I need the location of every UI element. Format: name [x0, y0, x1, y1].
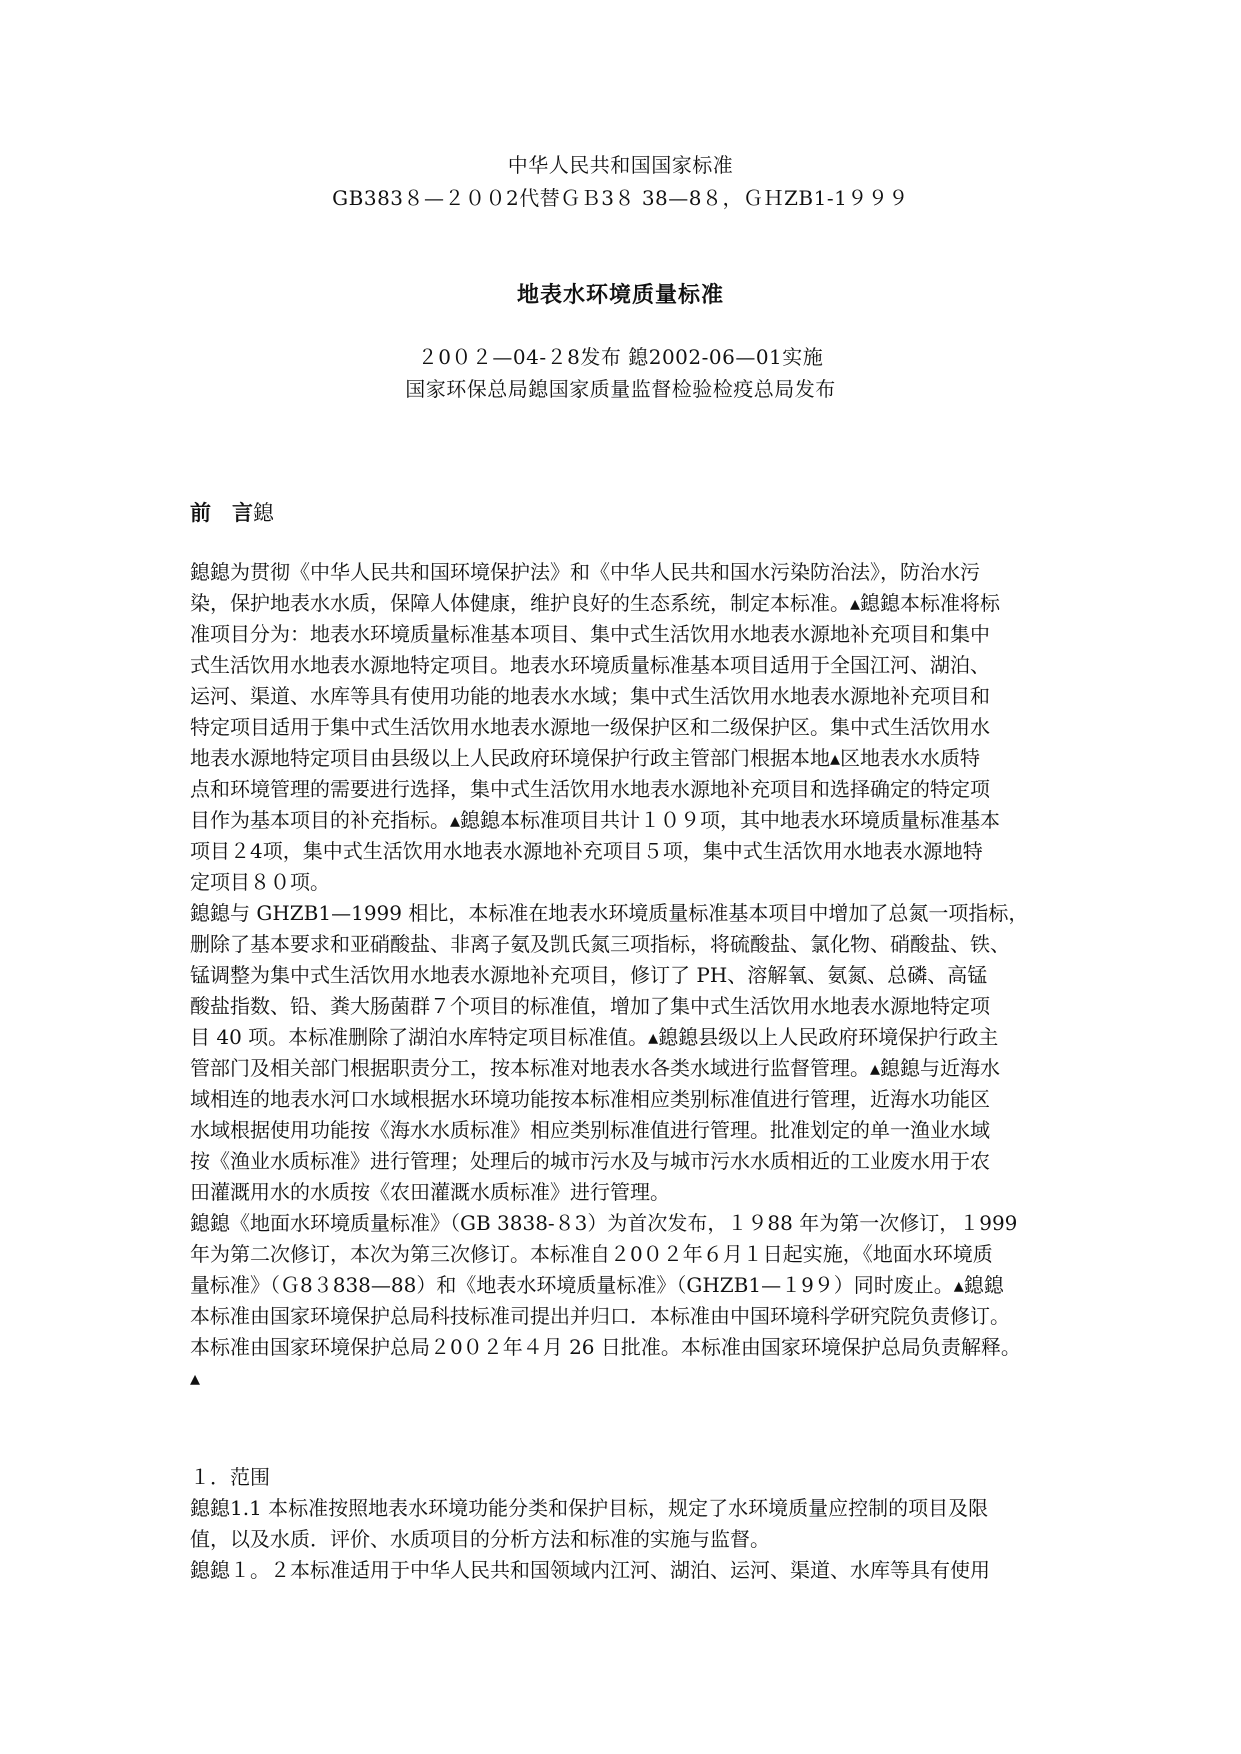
body-line: 准项目分为：地表水环境质量标准基本项目、集中式生活饮用水地表水源地补充项目和集中	[190, 622, 990, 646]
body-line: 管部门及相关部门根据职责分工，按本标准对地表水各类水域进行监督管理。▴鎴鎴与近海水	[190, 1056, 1001, 1080]
body-line: 按《渔业水质标准》进行管理；处理后的城市污水及与城市污水水质相近的工业废水用于农	[190, 1149, 990, 1173]
body-line: 本标准由国家环境保护总局科技标准司提出并归口．本标准由中国环境科学研究院负责修订。	[190, 1304, 1010, 1328]
document-title: 地表水环境质量标准	[516, 283, 724, 308]
foreword-body	[190, 557, 1070, 1394]
section-line: 鎴鎴１。２本标准适用于中华人民共和国领域内江河、湖泊、运河、渠道、水库等具有使用	[190, 1558, 990, 1582]
issue-dates: ２0０２—04-２8发布 鎴2002-06—01实施	[417, 345, 824, 369]
body-line: 鎴鎴与 GHZB1—1999 相比，本标准在地表水环境质量标准基本项目中增加了总氮一项指标，	[190, 901, 1029, 925]
body-line: 锰调整为集中式生活饮用水地表水源地补充项目，修订了 PH、溶解氧、氨氮、总磷、高锰	[190, 963, 988, 987]
body-line: 域相连的地表水河口水域根据水环境功能按本标准相应类别标准值进行管理，近海水功能区	[190, 1087, 990, 1111]
body-line: 量标准》（Ｇ8３838—88）和《地表水环境质量标准》（GHZB1—１9９）同时废止。▴鎴鎴	[190, 1273, 1004, 1297]
body-line: 田灌溉用水的水质按《农田灌溉水质标准》进行管理。	[190, 1180, 670, 1204]
foreword-suffix: 鎴	[253, 501, 274, 525]
foreword-label: 前 言	[190, 501, 253, 525]
body-line: 特定项目适用于集中式生活饮用水地表水源地一级保护区和二级保护区。集中式生活饮用水	[190, 715, 990, 739]
body-line: 本标准由国家环境保护总局２0０２年４月 26 日批准。本标准由国家环境保护总局负责解释。	[190, 1335, 1021, 1359]
body-line: 酸盐指数、铅、粪大肠菌群７个项目的标准值，增加了集中式生活饮用水地表水源地特定项	[190, 994, 990, 1018]
body-line: 地表水源地特定项目由县级以上人民政府环境保护行政主管部门根据本地▴区地表水水质特	[190, 746, 981, 770]
body-line: 删除了基本要求和亚硝酸盐、非离子氨及凯氏氮三项指标，将硫酸盐、氯化物、硝酸盐、铁、	[190, 932, 1010, 956]
body-line: 目 40 项。本标准删除了湖泊水库特定项目标准值。▴鎴鎴县级以上人民政府环境保护行政主	[190, 1025, 999, 1049]
body-line: 项目２4项，集中式生活饮用水地表水源地补充项目５项，集中式生活饮用水地表水源地特	[190, 839, 983, 863]
section-line: 鎴鎴1.1 本标准按照地表水环境功能分类和保护目标，规定了水环境质量应控制的项目及限	[190, 1496, 989, 1520]
foreword-heading	[190, 497, 274, 527]
paragraph-mark: ▴	[190, 1366, 201, 1390]
section-line: 值，以及水质．评价、水质项目的分析方法和标准的实施与监督。	[190, 1527, 770, 1551]
section-heading: １．范围	[190, 1465, 270, 1489]
section-scope	[190, 1462, 1070, 1586]
body-line: 鎴鎴《地面水环境质量标准》（GB 3838-８3）为首次发布，１９88 年为第一次修订，１999	[190, 1211, 1018, 1235]
body-line: 鎴鎴为贯彻《中华人民共和国环境保护法》和《中华人民共和国水污染防治法》，防治水污	[190, 560, 980, 584]
body-line: 水域根据使用功能按《海水水质标准》相应类别标准值进行管理。批准划定的单一渔业水域	[190, 1118, 990, 1142]
body-line: 染，保护地表水水质，保障人体健康，维护良好的生态系统，制定本标准。▴鎴鎴本标准将标	[190, 591, 1001, 615]
body-line: 定项目８０项。	[190, 870, 330, 894]
body-line: 目作为基本项目的补充指标。▴鎴鎴本标准项目共计１０９项，其中地表水环境质量标准基本	[190, 808, 1001, 832]
body-line: 点和环境管理的需要进行选择，集中式生活饮用水地表水源地补充项目和选择确定的特定项	[190, 777, 990, 801]
publisher-line: 国家环保总局鎴国家质量监督检验检疫总局发布	[405, 377, 836, 401]
standard-header-line1: 中华人民共和国国家标准	[507, 153, 734, 177]
body-line: 式生活饮用水地表水源地特定项目。地表水环境质量标准基本项目适用于全国江河、湖泊、	[190, 653, 990, 677]
body-line: 运河、渠道、水库等具有使用功能的地表水水域；集中式生活饮用水地表水源地补充项目和	[190, 684, 990, 708]
standard-header-line2: GB383８—２００2代替ＧＢ3８ 38—8８，ＧＨZB1-1９９９	[332, 186, 909, 210]
body-line: 年为第二次修订，本次为第三次修订。本标准自２0０２年６月１日起实施，《地面水环境质	[190, 1242, 993, 1266]
